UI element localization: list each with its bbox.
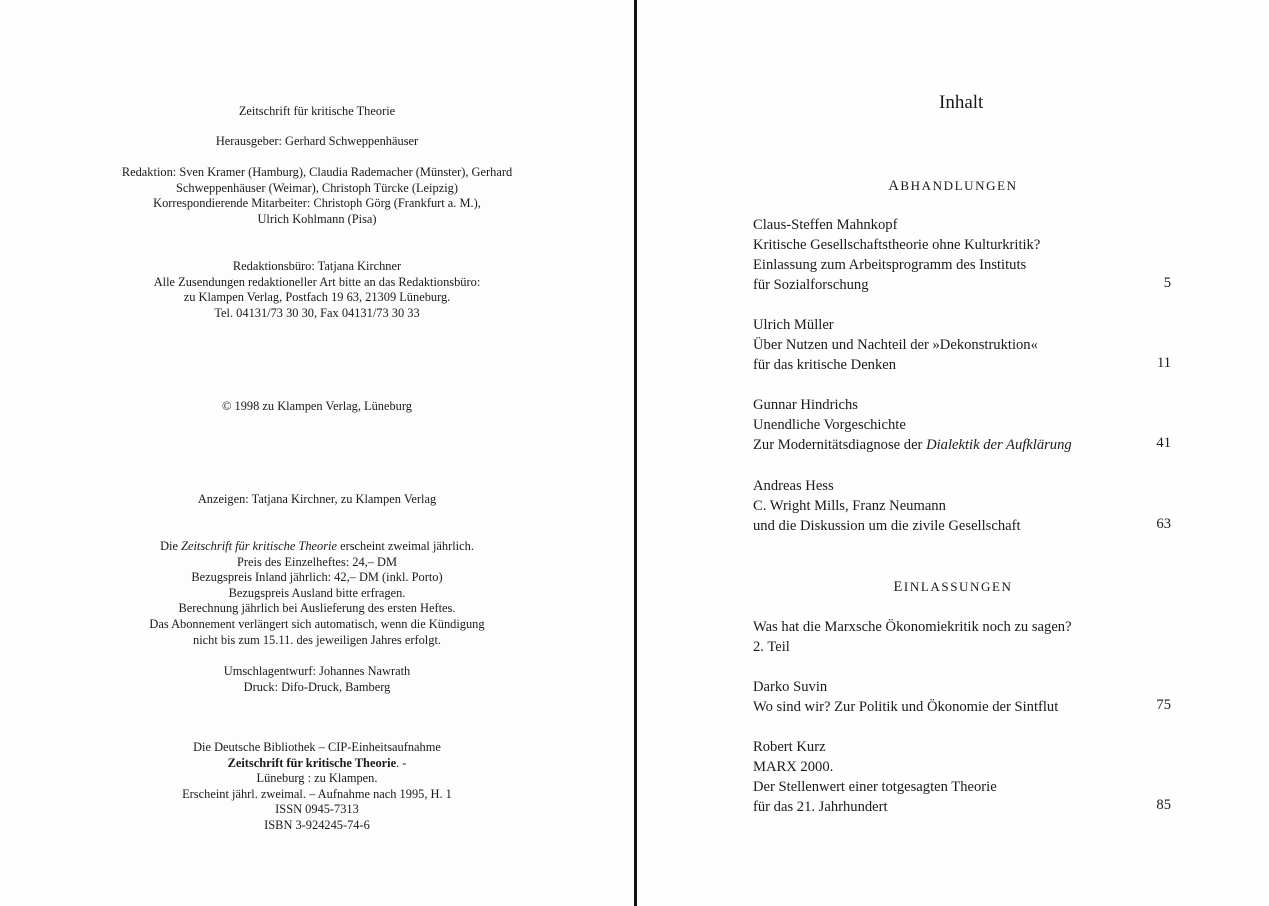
editorial-office: [0, 259, 634, 321]
right-page-contents: [637, 0, 1269, 906]
price-line: Preis des Einzelheftes: 24,– DM: [236, 554, 397, 569]
entry-page-number: 63: [1156, 516, 1171, 532]
subscription-info: [0, 539, 634, 648]
redaktion-line: Schweppenhäuser (Weimar), Christoph Türcke (Leipzig): [176, 180, 458, 195]
office-line: zu Klampen Verlag, Postfach 19 63, 21309 Lüneburg.: [183, 290, 451, 305]
frequency-line: Die Zeitschrift für kritische Theorie erscheint zweimal jährlich.: [160, 539, 474, 553]
cip-line: Erscheint jährl. zweimal. – Aufnahme nach 1995, H. 1: [182, 786, 452, 801]
entry-title-line: Was hat die Marxsche Ökonomiekritik noch zu sagen?: [753, 619, 1072, 635]
office-line: Redaktionsbüro: Tatjana Kirchner: [232, 259, 402, 273]
price-line: Berechnung jährlich bei Auslieferung des ersten Heftes.: [178, 601, 456, 616]
cip-line: ISSN 0945-7313: [275, 802, 359, 817]
cip-record: [0, 740, 634, 834]
contents-heading: Inhalt: [939, 92, 984, 113]
production-credits: [0, 664, 634, 695]
price-line: nicht bis zum 15.11. des jeweiligen Jahres erfolgt.: [193, 632, 441, 647]
entry-title-line: Kritische Gesellschaftstheorie ohne Kulturkritik?: [753, 237, 1041, 253]
editorial-board: [0, 165, 634, 227]
entry-author: Andreas Hess: [753, 478, 834, 494]
entry-title-line: und die Diskussion um die zivile Gesellschaft: [753, 518, 1021, 534]
entry-page-number: 85: [1156, 797, 1171, 813]
redaktion-line: Korrespondierende Mitarbeiter: Christoph Görg (Frankfurt a. M.),: [153, 196, 481, 211]
entry-title-line: Unendliche Vorgeschichte: [753, 417, 906, 433]
entry-page-number: 11: [1156, 355, 1171, 371]
entry-page-number: 5: [1163, 275, 1171, 291]
entry-title-line: Der Stellenwert einer totgesagten Theorie: [753, 779, 997, 795]
journal-title: Zeitschrift für kritische Theorie: [238, 104, 396, 118]
toc-entry: [753, 677, 1173, 717]
editor-line: Herausgeber: Gerhard Schweppenhäuser: [215, 134, 419, 148]
redaktion-line: Ulrich Kohlmann (Pisa): [257, 211, 377, 226]
toc-entry: [753, 315, 1173, 375]
left-page-imprint: [0, 0, 634, 906]
entry-author: Robert Kurz: [753, 739, 826, 755]
entry-title-line: 2. Teil: [753, 639, 790, 655]
entry-title-line: Über Nutzen und Nachteil der »Dekonstruktion«: [753, 337, 1038, 353]
advertising-line: Anzeigen: Tatjana Kirchner, zu Klampen Verlag: [197, 492, 437, 506]
cip-line: ISBN 3-924245-74-6: [264, 817, 370, 832]
entry-title-line: Einlassung zum Arbeitsprogramm des Instituts: [753, 257, 1027, 273]
price-line: Bezugspreis Inland jährlich: 42,– DM (inkl. Porto): [191, 570, 443, 585]
entry-page-number: 41: [1156, 435, 1171, 451]
entry-author: Darko Suvin: [753, 679, 828, 695]
credit-line: Umschlagentwurf: Johannes Nawrath: [223, 664, 411, 678]
copyright-notice: © 1998 zu Klampen Verlag, Lüneburg: [222, 399, 412, 413]
entry-title-line: C. Wright Mills, Franz Neumann: [753, 498, 946, 514]
entry-title-line: Wo sind wir? Zur Politik und Ökonomie der Sintflut: [753, 699, 1059, 715]
office-line: Tel. 04131/73 30 30, Fax 04131/73 30 33: [214, 305, 420, 320]
entry-title-line: für das 21. Jahrhundert: [753, 799, 888, 815]
toc-entry: [753, 737, 1173, 817]
toc-entry: [753, 617, 1173, 657]
entry-title-line: für Sozialforschung: [753, 277, 869, 293]
entry-author: Gunnar Hindrichs: [753, 397, 858, 413]
entry-author: Claus-Steffen Mahnkopf: [753, 217, 898, 233]
toc-entry: [753, 395, 1173, 455]
entry-title-line: für das kritische Denken: [753, 357, 897, 373]
cip-line: Lüneburg : zu Klampen.: [256, 771, 378, 786]
price-line: Bezugspreis Ausland bitte erfragen.: [228, 585, 406, 600]
cip-line: Die Deutsche Bibliothek – CIP-Einheitsaufnahme: [193, 740, 441, 754]
credit-line: Druck: Difo-Druck, Bamberg: [243, 679, 391, 694]
office-line: Alle Zusendungen redaktioneller Art bitte an das Redaktionsbüro:: [153, 274, 481, 289]
entry-title-line: Zur Modernitätsdiagnose der Dialektik der Aufklärung: [753, 437, 1072, 453]
entry-title-line: MARX 2000.: [753, 759, 834, 775]
price-line: Das Abonnement verlängert sich automatisch, wenn die Kündigung: [149, 616, 485, 631]
toc-entry: [753, 215, 1173, 295]
entry-page-number: 75: [1156, 697, 1171, 713]
entry-author: Ulrich Müller: [753, 317, 834, 333]
redaktion-line: Redaktion: Sven Kramer (Hamburg), Claudia Rademacher (Münster), Gerhard: [121, 165, 513, 179]
section-heading-abhandlungen: ABHANDLUNGEN: [888, 178, 1018, 194]
toc-entry: [753, 476, 1173, 536]
section-heading-einlassungen: EINLASSUNGEN: [893, 579, 1013, 595]
cip-title-line: Zeitschrift für kritische Theorie. -: [227, 755, 407, 770]
